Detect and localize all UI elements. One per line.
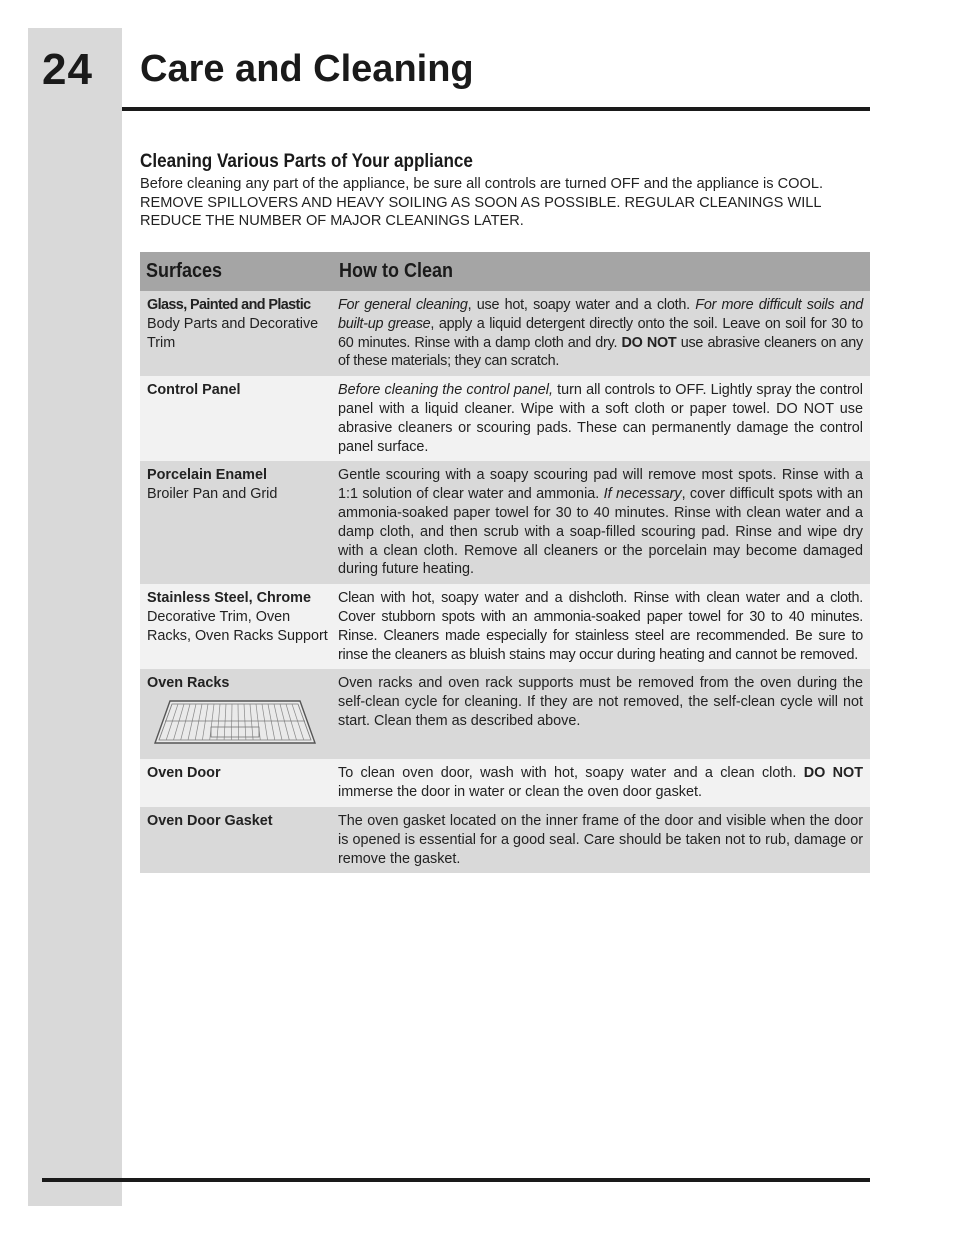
surface-cell — [140, 669, 333, 759]
instruction-text: , cover difficult spots with an ammonia-soaked paper towel for 30 to 40 minutes. Rinse with clean water and a damp cloth, and then scrub with a soap-filled scouring pad. Rinse and wipe dry with a clean cloth. Remove all cleaners or the porcelain may become damaged during future heating. — [338, 486, 864, 578]
surface-name: Stainless Steel, Chrome — [147, 590, 311, 607]
table-header — [140, 252, 870, 291]
cleaning-table — [140, 252, 870, 873]
instruction-text: Oven racks and oven rack supports must be removed from the oven during the self-clean cycle for cleaning. If they are not removed, the self-clean cycle will not start. Clean them as described above. — [338, 675, 863, 729]
section-heading: Cleaning Various Parts of Your appliance — [140, 151, 473, 172]
instruction-text: If necessary — [603, 486, 682, 503]
instruction-text: DO NOT — [803, 765, 863, 782]
how-to-clean-cell — [338, 807, 870, 873]
how-to-clean-cell — [338, 759, 870, 807]
how-to-clean-cell — [338, 584, 870, 669]
footer-rule — [42, 1178, 870, 1182]
how-to-clean-cell — [338, 376, 870, 461]
instruction-text: , apply a liquid detergent directly onto the soil. Leave on soil for 30 to 60 minutes. Rinse with a damp cloth and dry. — [338, 315, 863, 351]
header-rule — [122, 107, 870, 111]
header-how-to-clean: How to Clean — [339, 260, 454, 282]
instruction-text: turn all controls to OFF. Lightly spray the control panel with a liquid cleaner. Wipe with a soft cloth or paper towel. DO NOT use abrasive cleaners or scouring pads. These can permanently damage the control panel surface. — [338, 382, 864, 455]
surface-cell — [140, 807, 333, 873]
page-title: Care and Cleaning — [140, 48, 474, 90]
table-row — [140, 584, 870, 669]
intro-line-2: REMOVE SPILLOVERS AND HEAVY SOILING AS SOON AS POSSIBLE. REGULAR CLEANINGS WILL REDUCE THE NUMBER OF MAJOR CLEANINGS LATER. — [140, 194, 821, 230]
surface-name: Porcelain Enamel — [147, 467, 267, 484]
how-to-clean-cell — [338, 461, 870, 584]
surface-cell — [140, 291, 333, 376]
table-row — [140, 461, 870, 584]
instruction-text: immerse the door in water or clean the oven door gasket. — [338, 784, 702, 801]
surface-cell — [140, 759, 333, 807]
how-to-clean-cell — [338, 669, 870, 759]
oven-rack-illustration — [153, 699, 317, 747]
surface-subtitle: Broiler Pan and Grid — [147, 486, 278, 503]
surface-cell — [140, 376, 333, 461]
table-row — [140, 759, 870, 807]
table-row — [140, 669, 870, 759]
instruction-text: Before cleaning the control panel, — [338, 382, 553, 399]
instruction-text: For more difficult soils and built-up grease — [338, 297, 863, 332]
surface-cell — [140, 461, 333, 584]
surface-subtitle: Decorative Trim, Oven Racks, Oven Racks Support — [147, 608, 328, 644]
surface-name: Glass, Painted and Plastic — [147, 297, 311, 313]
table-body — [140, 291, 870, 873]
instruction-text: The oven gasket located on the inner frame of the door and visible when the door is opened is essential for a good seal. Care should be taken not to rub, damage or remove the gasket. — [338, 812, 863, 867]
surface-subtitle: Body Parts and Decorative Trim — [147, 315, 319, 351]
instruction-text: DO NOT — [621, 334, 677, 351]
intro-line-1: Before cleaning any part of the appliance, be sure all controls are turned OFF and the appliance is COOL. — [140, 176, 824, 192]
how-to-clean-cell — [338, 291, 870, 376]
surface-name: Oven Door — [147, 765, 221, 782]
surface-name: Oven Racks — [147, 675, 230, 692]
surface-name: Control Panel — [147, 382, 241, 399]
instruction-text: Clean with hot, soapy water and a dishcloth. Rinse with clean water and a cloth. Cover stubborn spots with an ammonia-soaked paper towel for 30 to 40 minutes. Rinse. Cleaners made especially for stainless steel are recommended. Be sure to rinse the cleaners as bluish stains may occur during heating and cannot be removed. — [338, 590, 863, 663]
side-band — [28, 28, 122, 1206]
surface-cell — [140, 584, 333, 669]
instruction-text: Gentle scouring with a soapy scouring pad will remove most spots. Rinse with a 1:1 solution of clear water and ammonia. — [338, 467, 863, 503]
instruction-text: use abrasive cleaners on any of these materials; they can scratch. — [338, 334, 863, 370]
surface-name: Oven Door Gasket — [147, 812, 273, 829]
page-number: 24 — [42, 45, 93, 94]
instruction-text: , use hot, soapy water and a cloth. — [467, 297, 696, 313]
instruction-text: To clean oven door, wash with hot, soapy water and a clean cloth. — [338, 765, 804, 782]
table-row — [140, 807, 870, 873]
intro-text — [140, 175, 872, 231]
table-row — [140, 291, 870, 376]
instruction-text: For general cleaning — [338, 297, 468, 313]
table-row — [140, 376, 870, 461]
header-surfaces: Surfaces — [146, 260, 223, 282]
